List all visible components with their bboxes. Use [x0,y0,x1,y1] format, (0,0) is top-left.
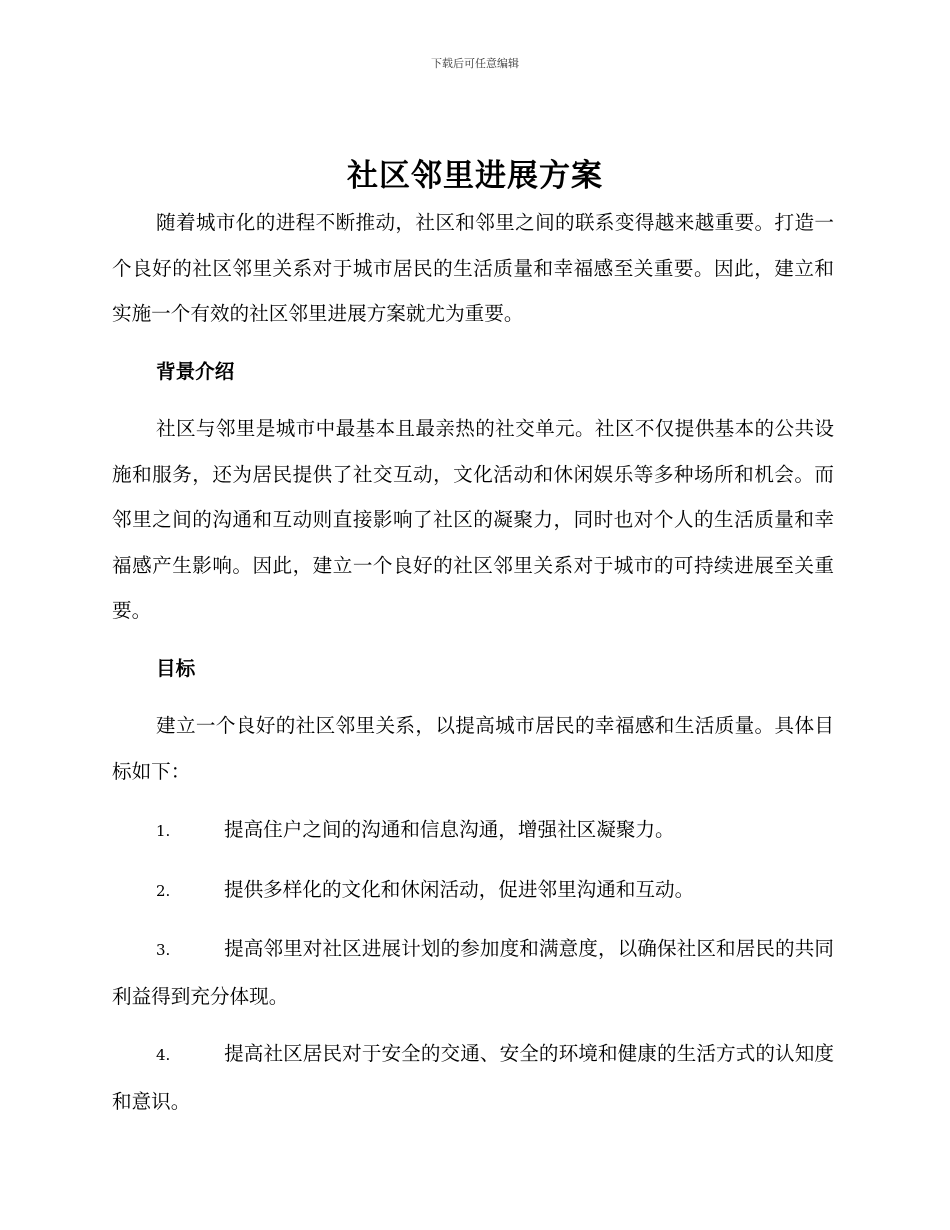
background-paragraph: 社区与邻里是城市中最基本且最亲热的社交单元。社区不仅提供基本的公共设施和服务，还为居民提供了社交互动，文化活动和休闲娱乐等多种场所和机会。而邻里之间的沟通和互动则直接影响了社区的凝聚力，同时也对个人的生活质量和幸福感产生影响。因此，建立一个良好的社区邻里关系对于城市的可持续进展至关重要。 [112,417,834,622]
document-title: 社区邻里进展方案 [347,158,603,194]
goal-number: 1. [156,822,171,840]
goal-list-item [112,807,834,855]
goal-list-item [112,867,834,915]
goal-text: 提供多样化的文化和休闲活动，促进邻里沟通和互动。 [224,877,695,901]
goal-text: 提高社区居民对于安全的交通、安全的环境和健康的生活方式的认知度和意识。 [112,1042,834,1113]
page-header-note: 下载后可任意编辑 [431,57,519,70]
goal-number: 2. [156,881,171,900]
section-heading-background: 背景介绍 [156,359,235,383]
goal-text: 提高邻里对社区进展计划的参加度和满意度，以确保社区和居民的共同利益得到充分体现。 [112,937,834,1008]
section-heading-goals: 目标 [156,656,196,680]
goals-intro-paragraph: 建立一个良好的社区邻里关系，以提高城市居民的幸福感和生活质量。具体目标如下： [112,714,834,783]
document-body [112,200,834,1124]
goal-number: 4. [156,1046,171,1064]
goal-number: 3. [156,941,171,959]
goal-text: 提高住户之间的沟通和信息沟通，增强社区凝聚力。 [224,818,675,841]
goal-list-item [112,1031,834,1124]
intro-paragraph: 随着城市化的进程不断推动，社区和邻里之间的联系变得越来越重要。打造一个良好的社区邻里关系对于城市居民的生活质量和幸福感至关重要。因此，建立和实施一个有效的社区邻里进展方案就尤为重要。 [112,211,834,325]
goal-list-item [112,926,834,1019]
